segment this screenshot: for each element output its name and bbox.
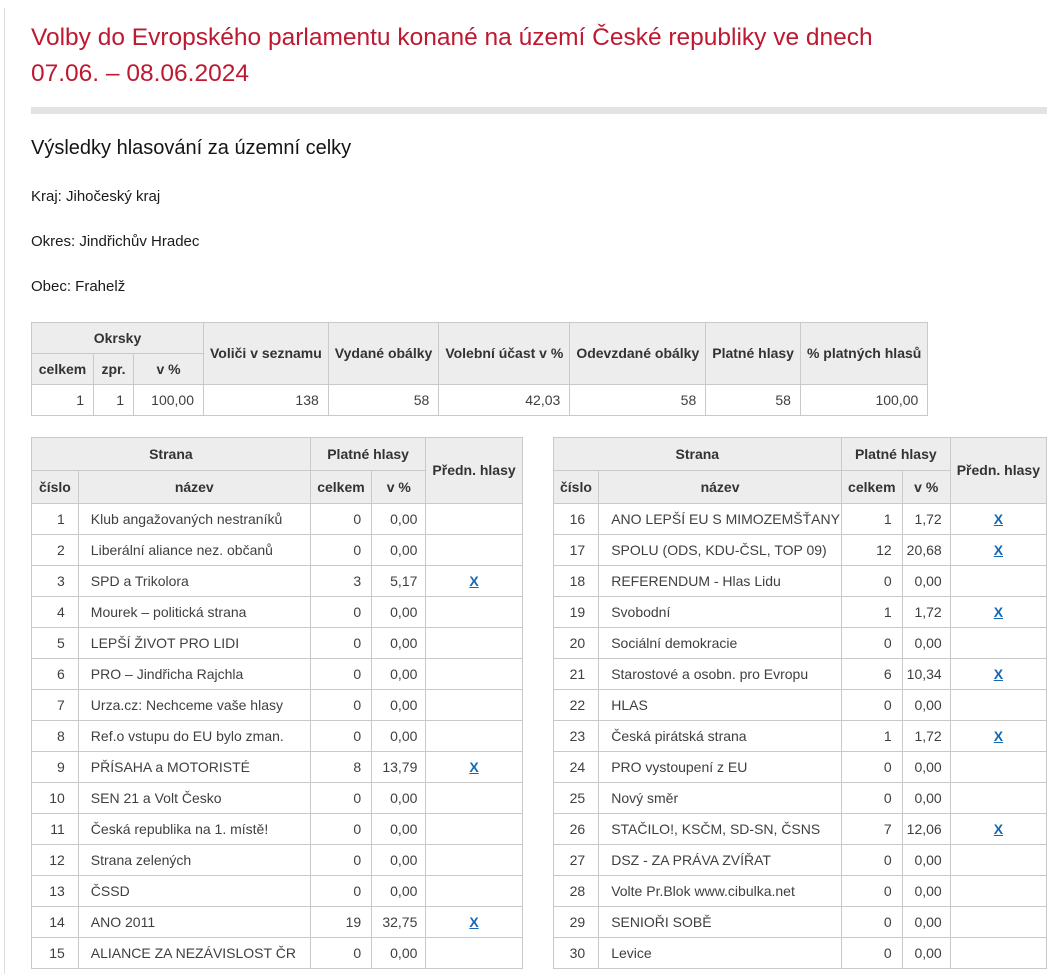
party-row [32,659,523,690]
party-name: SPD a Trikolora [78,566,310,597]
party-votes-pct: 0,00 [372,628,426,659]
party-pref-cell [426,597,522,628]
party-number: 20 [553,628,599,659]
party-pref-cell [950,845,1046,876]
party-votes-pct: 1,72 [902,504,950,535]
party-number: 15 [32,938,79,969]
party-tables-container [31,437,1047,969]
summary-value-odevzdane-obalky: 58 [570,385,706,416]
party-header-platne-hlasy: Platné hlasy [841,438,950,471]
party-pref-cell [950,876,1046,907]
party-row [32,628,523,659]
party-votes-total: 0 [310,628,371,659]
party-votes-pct: 0,00 [902,845,950,876]
party-votes-pct: 0,00 [372,876,426,907]
party-header-celkem: celkem [841,471,902,504]
summary-header-volici: Voliči v seznamu [204,323,329,385]
party-row [32,504,523,535]
summary-value-okrsky-celkem: 1 [32,385,94,416]
summary-subheader-zpr: zpr. [94,354,134,385]
party-header-cislo: číslo [553,471,599,504]
parties-table-right [553,437,1047,969]
party-row [553,876,1046,907]
party-number: 23 [553,721,599,752]
party-pref-cell [426,814,522,845]
party-pref-cell [950,907,1046,938]
party-row [553,504,1046,535]
party-votes-total: 0 [310,938,371,969]
party-name: PRO vystoupení z EU [599,752,842,783]
party-pref-cell [950,783,1046,814]
party-votes-total: 8 [310,752,371,783]
party-votes-pct: 0,00 [372,690,426,721]
party-name: Levice [599,938,842,969]
party-votes-total: 3 [310,566,371,597]
party-votes-total: 0 [310,876,371,907]
party-name: Liberální aliance nez. občanů [78,535,310,566]
party-name: Volte Pr.Blok www.cibulka.net [599,876,842,907]
party-name: PŘÍSAHA a MOTORISTÉ [78,752,310,783]
party-number: 22 [553,690,599,721]
party-pref-cell [950,566,1046,597]
party-number: 7 [32,690,79,721]
preferential-votes-link[interactable]: X [993,511,1004,527]
party-row [32,752,523,783]
party-number: 28 [553,876,599,907]
party-votes-pct: 0,00 [372,597,426,628]
party-number: 6 [32,659,79,690]
party-votes-pct: 0,00 [372,721,426,752]
party-pref-cell [950,690,1046,721]
party-votes-pct: 0,00 [372,504,426,535]
preferential-votes-link[interactable]: X [469,573,479,589]
party-number: 19 [553,597,599,628]
party-name: ALIANCE ZA NEZÁVISLOST ČR [78,938,310,969]
municipality-line: Obec: Frahelž [31,278,126,295]
party-row [32,814,523,845]
party-name: Česká pirátská strana [599,721,842,752]
party-votes-pct: 1,72 [902,597,950,628]
party-header-strana: Strana [553,438,841,471]
party-votes-pct: 0,00 [902,752,950,783]
party-name: Ref.o vstupu do EU bylo zman. [78,721,310,752]
party-row [553,690,1046,721]
party-row [32,938,523,969]
party-votes-pct: 13,79 [372,752,426,783]
party-number: 9 [32,752,79,783]
party-header-cislo: číslo [32,471,79,504]
party-row [553,814,1046,845]
party-votes-total: 0 [310,783,371,814]
party-votes-pct: 5,17 [372,566,426,597]
party-name: Strana zelených [78,845,310,876]
party-header-strana: Strana [32,438,311,471]
party-pref-cell [426,628,522,659]
party-votes-total: 0 [841,690,902,721]
summary-subheader-vpct: v % [134,354,204,385]
party-row [32,597,523,628]
party-name: SPOLU (ODS, KDU-ČSL, TOP 09) [599,535,842,566]
party-name: Klub angažovaných nestraníků [78,504,310,535]
party-votes-total: 0 [841,876,902,907]
section-title: Výsledky hlasování za územní celky [31,137,352,159]
summary-header-platne-hlasy: Platné hlasy [706,323,801,385]
party-votes-total: 0 [310,690,371,721]
party-row [32,721,523,752]
party-number: 8 [32,721,79,752]
party-row [553,907,1046,938]
party-votes-pct: 0,00 [372,535,426,566]
party-header-nazev: název [78,471,310,504]
party-number: 13 [32,876,79,907]
party-number: 25 [553,783,599,814]
party-pref-cell [950,938,1046,969]
district-line: Okres: Jindřichův Hradec [31,233,200,250]
summary-header-okrsky: Okrsky [32,323,204,354]
party-votes-total: 0 [841,566,902,597]
party-name: DSZ - ZA PRÁVA ZVÍŘAT [599,845,842,876]
content-area [31,0,1047,969]
summary-value-volebni-ucast: 42,03 [439,385,570,416]
party-row [553,721,1046,752]
party-row [553,566,1046,597]
party-pref-cell [426,752,522,783]
preferential-votes-link[interactable]: X [993,821,1004,837]
preferential-votes-link[interactable]: X [993,604,1004,620]
party-votes-pct: 32,75 [372,907,426,938]
title-divider [31,107,1047,114]
party-votes-total: 12 [841,535,902,566]
party-number: 17 [553,535,599,566]
page-title [31,20,1047,92]
party-number: 1 [32,504,79,535]
party-pref-cell [426,659,522,690]
preferential-votes-link[interactable]: X [993,666,1004,682]
party-number: 24 [553,752,599,783]
party-header-predn-hlasy: Předn. hlasy [426,438,522,504]
party-votes-total: 0 [841,907,902,938]
party-votes-pct: 0,00 [902,876,950,907]
party-number: 5 [32,628,79,659]
party-pref-cell [950,597,1046,628]
party-name: ANO LEPŠÍ EU S MIMOZEMŠŤANY [599,504,842,535]
party-votes-pct: 12,06 [902,814,950,845]
party-name: ANO 2011 [78,907,310,938]
party-row [553,752,1046,783]
summary-value-okrsky-zpr: 1 [94,385,134,416]
party-votes-pct: 0,00 [902,690,950,721]
party-row [553,597,1046,628]
party-name: Česká republika na 1. místě! [78,814,310,845]
party-number: 30 [553,938,599,969]
party-votes-pct: 0,00 [372,938,426,969]
party-number: 18 [553,566,599,597]
party-pref-cell [950,504,1046,535]
party-pref-cell [426,504,522,535]
party-number: 11 [32,814,79,845]
party-votes-total: 0 [310,597,371,628]
party-votes-total: 7 [841,814,902,845]
party-row [32,535,523,566]
party-pref-cell [426,845,522,876]
party-name: Svobodní [599,597,842,628]
preferential-votes-link[interactable]: X [469,759,479,775]
party-pref-cell [950,659,1046,690]
party-votes-pct: 0,00 [372,783,426,814]
party-votes-pct: 20,68 [902,535,950,566]
party-name: REFERENDUM - Hlas Lidu [599,566,842,597]
party-row [553,783,1046,814]
summary-header-volebni-ucast: Volební účast v % [439,323,570,385]
party-votes-pct: 0,00 [372,814,426,845]
party-number: 10 [32,783,79,814]
party-name: ČSSD [78,876,310,907]
summary-values-row [32,385,928,416]
party-votes-pct: 0,00 [372,845,426,876]
summary-header-pct-platnych: % platných hlasů [800,323,927,385]
party-votes-total: 6 [841,659,902,690]
party-row [32,690,523,721]
page-left-border [4,8,5,974]
summary-header-vydane-obalky: Vydané obálky [328,323,439,385]
party-number: 4 [32,597,79,628]
party-votes-total: 19 [310,907,371,938]
party-name: Nový směr [599,783,842,814]
preferential-votes-link[interactable]: X [993,728,1004,744]
party-pref-cell [950,752,1046,783]
party-row [553,659,1046,690]
party-pref-cell [950,814,1046,845]
party-name: Sociální demokracie [599,628,842,659]
parties-table-left [31,437,523,969]
party-name: SENIOŘI SOBĚ [599,907,842,938]
party-number: 21 [553,659,599,690]
party-votes-pct: 0,00 [902,938,950,969]
party-pref-cell [950,535,1046,566]
party-header-predn-hlasy: Předn. hlasy [950,438,1046,504]
party-pref-cell [426,721,522,752]
party-votes-total: 0 [310,535,371,566]
party-name: LEPŠÍ ŽIVOT PRO LIDI [78,628,310,659]
party-header-nazev: název [599,471,842,504]
party-votes-pct: 0,00 [372,659,426,690]
party-number: 16 [553,504,599,535]
party-pref-cell [426,566,522,597]
party-header-platne-hlasy: Platné hlasy [310,438,426,471]
summary-value-okrsky-vpct: 100,00 [134,385,204,416]
party-votes-total: 0 [841,628,902,659]
party-row [32,845,523,876]
summary-header-odevzdane-obalky: Odevzdané obálky [570,323,706,385]
summary-value-vydane-obalky: 58 [328,385,439,416]
page-title-line2: 07.06. – 08.06.2024 [31,60,249,87]
summary-subheader-celkem: celkem [32,354,94,385]
party-row [32,783,523,814]
party-votes-total: 1 [841,721,902,752]
party-pref-cell [950,721,1046,752]
party-votes-total: 1 [841,597,902,628]
party-pref-cell [426,938,522,969]
party-row [553,628,1046,659]
party-name: SEN 21 a Volt Česko [78,783,310,814]
party-row [32,876,523,907]
party-votes-total: 0 [310,814,371,845]
party-row [553,845,1046,876]
party-votes-pct: 1,72 [902,721,950,752]
party-name: STAČILO!, KSČM, SD-SN, ČSNS [599,814,842,845]
party-votes-pct: 0,00 [902,783,950,814]
party-number: 14 [32,907,79,938]
party-row [32,566,523,597]
party-votes-pct: 10,34 [902,659,950,690]
party-votes-total: 0 [841,938,902,969]
page-title-line1: Volby do Evropského parlamentu konané na území České republiky ve dnech [31,24,873,51]
party-votes-total: 0 [310,504,371,535]
party-row [553,535,1046,566]
party-votes-pct: 0,00 [902,907,950,938]
party-votes-total: 0 [310,659,371,690]
party-number: 29 [553,907,599,938]
preferential-votes-link[interactable]: X [993,542,1004,558]
summary-table [31,322,928,416]
party-row [32,907,523,938]
party-votes-pct: 0,00 [902,628,950,659]
party-row [553,938,1046,969]
party-name: HLAS [599,690,842,721]
summary-value-platne-hlasy: 58 [706,385,801,416]
party-votes-total: 0 [841,783,902,814]
party-votes-total: 0 [310,845,371,876]
party-votes-pct: 0,00 [902,566,950,597]
party-name: PRO – Jindřicha Rajchla [78,659,310,690]
preferential-votes-link[interactable]: X [469,914,479,930]
region-line: Kraj: Jihočeský kraj [31,188,161,205]
party-votes-total: 0 [841,752,902,783]
party-number: 27 [553,845,599,876]
party-header-vpct: v % [372,471,426,504]
summary-value-volici: 138 [204,385,329,416]
party-name: Starostové a osobn. pro Evropu [599,659,842,690]
party-votes-total: 1 [841,504,902,535]
party-header-vpct: v % [902,471,950,504]
party-pref-cell [426,907,522,938]
party-pref-cell [426,690,522,721]
party-votes-total: 0 [310,721,371,752]
party-name: Mourek – politická strana [78,597,310,628]
party-pref-cell [426,876,522,907]
party-number: 2 [32,535,79,566]
party-number: 26 [553,814,599,845]
party-name: Urza.cz: Nechceme vaše hlasy [78,690,310,721]
party-pref-cell [426,783,522,814]
party-number: 3 [32,566,79,597]
party-votes-total: 0 [841,845,902,876]
party-number: 12 [32,845,79,876]
summary-value-pct-platnych: 100,00 [800,385,927,416]
party-pref-cell [950,628,1046,659]
party-header-celkem: celkem [310,471,371,504]
party-pref-cell [426,535,522,566]
